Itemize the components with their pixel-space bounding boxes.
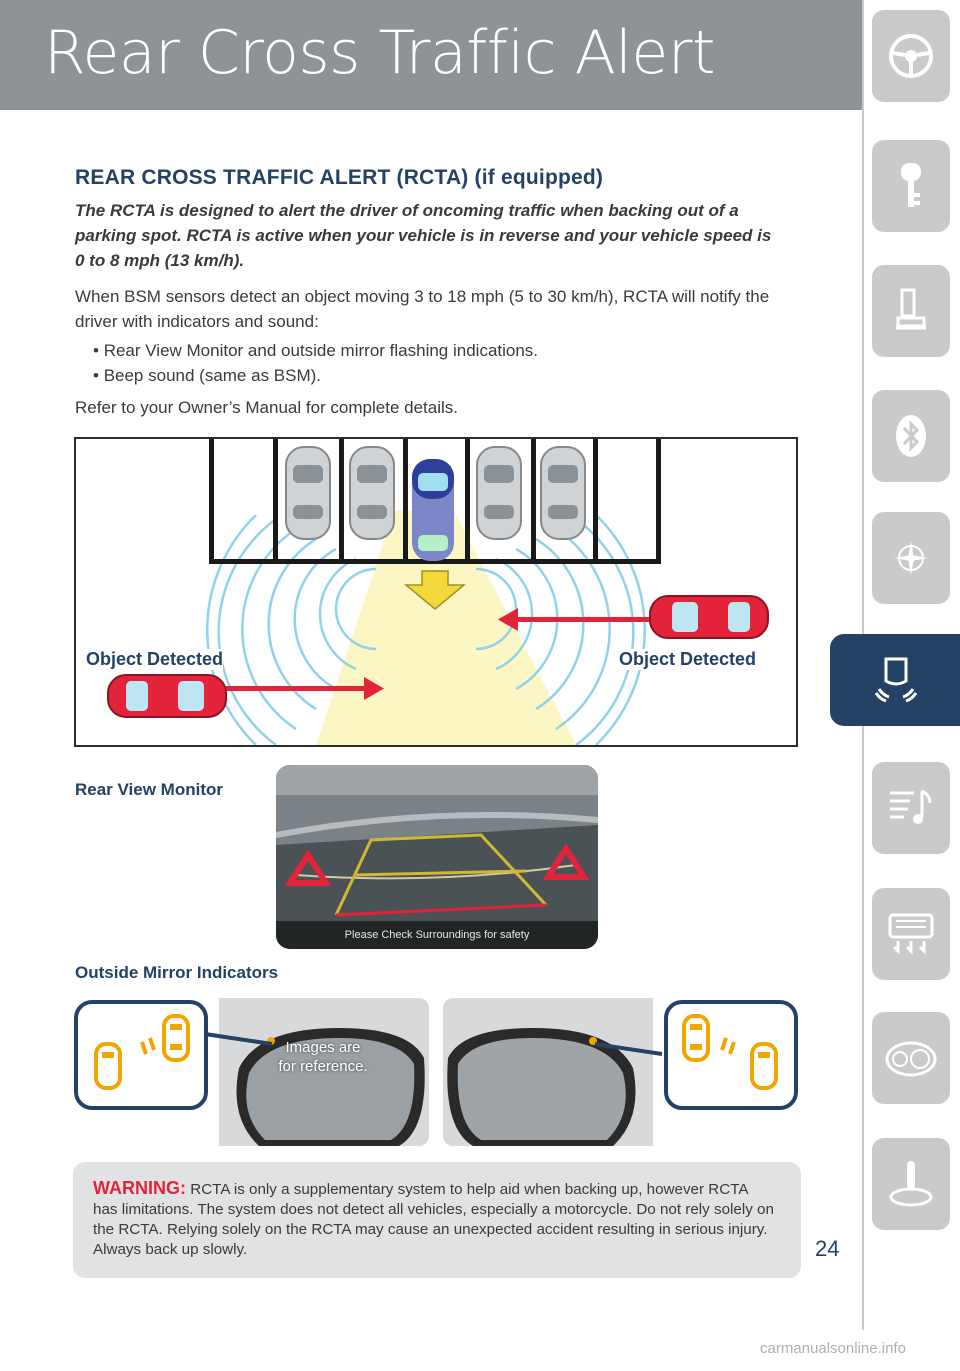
object-detected-right: Object Detected — [619, 649, 757, 669]
seat-icon[interactable] — [872, 265, 950, 357]
warning-box — [73, 1162, 801, 1278]
warning-label: WARNING: — [93, 1178, 186, 1198]
list-item: • Beep sound (same as BSM). — [93, 363, 538, 388]
page-header — [0, 0, 862, 110]
shifter-icon[interactable] — [872, 1138, 950, 1230]
monitor-caption: Please Check Surroundings for safety — [276, 921, 598, 949]
page-title: Rear Cross Traffic Alert — [44, 18, 716, 88]
right-indicator-bubble — [664, 1000, 798, 1110]
blind-spot-indicator-icon — [668, 1004, 794, 1106]
outside-mirror-label: Outside Mirror Indicators — [75, 963, 279, 982]
bullet-list — [93, 338, 538, 388]
reference-note: Images are for reference. — [278, 1039, 368, 1075]
parking-illustration — [76, 439, 796, 745]
safety-sensor-icon[interactable] — [830, 634, 960, 726]
page-number: 24 — [815, 1236, 840, 1261]
intro-text: The RCTA is designed to alert the driver of oncoming traffic when backing out of a parking spot. RCTA is active when your vehicle is in reverse and your vehicle speed is 0 to 8 mph (13 km/h). — [75, 201, 772, 270]
right-mirror-image — [443, 998, 653, 1146]
object-detected-left: Object Detected — [86, 649, 224, 669]
section-title: REAR CROSS TRAFFIC ALERT (RCTA) (if equipped) — [75, 166, 604, 189]
list-item: • Rear View Monitor and outside mirror flashing indications. — [93, 338, 538, 363]
steering-wheel-icon[interactable] — [872, 10, 950, 102]
key-icon[interactable] — [872, 140, 950, 232]
left-indicator-bubble — [74, 1000, 208, 1110]
body-text: When BSM sensors detect an object moving 3 to 18 mph (5 to 30 km/h), RCTA will notify the driver with indicators and sound: — [75, 287, 770, 331]
climate-icon[interactable] — [872, 888, 950, 980]
rear-view-monitor-label: Rear View Monitor — [75, 780, 223, 799]
reversing-car — [412, 459, 454, 561]
blind-spot-indicator-icon — [78, 1004, 204, 1106]
rear-view-monitor-image — [276, 765, 598, 949]
refer-text: Refer to your Owner’s Manual for complete details. — [75, 398, 458, 417]
compass-icon[interactable] — [872, 512, 950, 604]
rcta-diagram — [74, 437, 798, 747]
bluetooth-icon[interactable] — [872, 390, 950, 482]
warning-text: RCTA is only a supplementary system to help aid when backing up, however RCTA has limitations. The system does not detect all vehicles, especially a motorcycle. Do not rely solely on the RCTA. Relying solely on the RCTA may cause an unexpected accident resulting in serious injury. Always back up slowly. — [93, 1181, 774, 1258]
watermark: carmanualsonline.info — [760, 1340, 906, 1357]
approaching-car-left — [108, 675, 226, 717]
audio-icon[interactable] — [872, 762, 950, 854]
gauges-icon[interactable] — [872, 1012, 950, 1104]
approaching-car-right — [650, 596, 768, 638]
